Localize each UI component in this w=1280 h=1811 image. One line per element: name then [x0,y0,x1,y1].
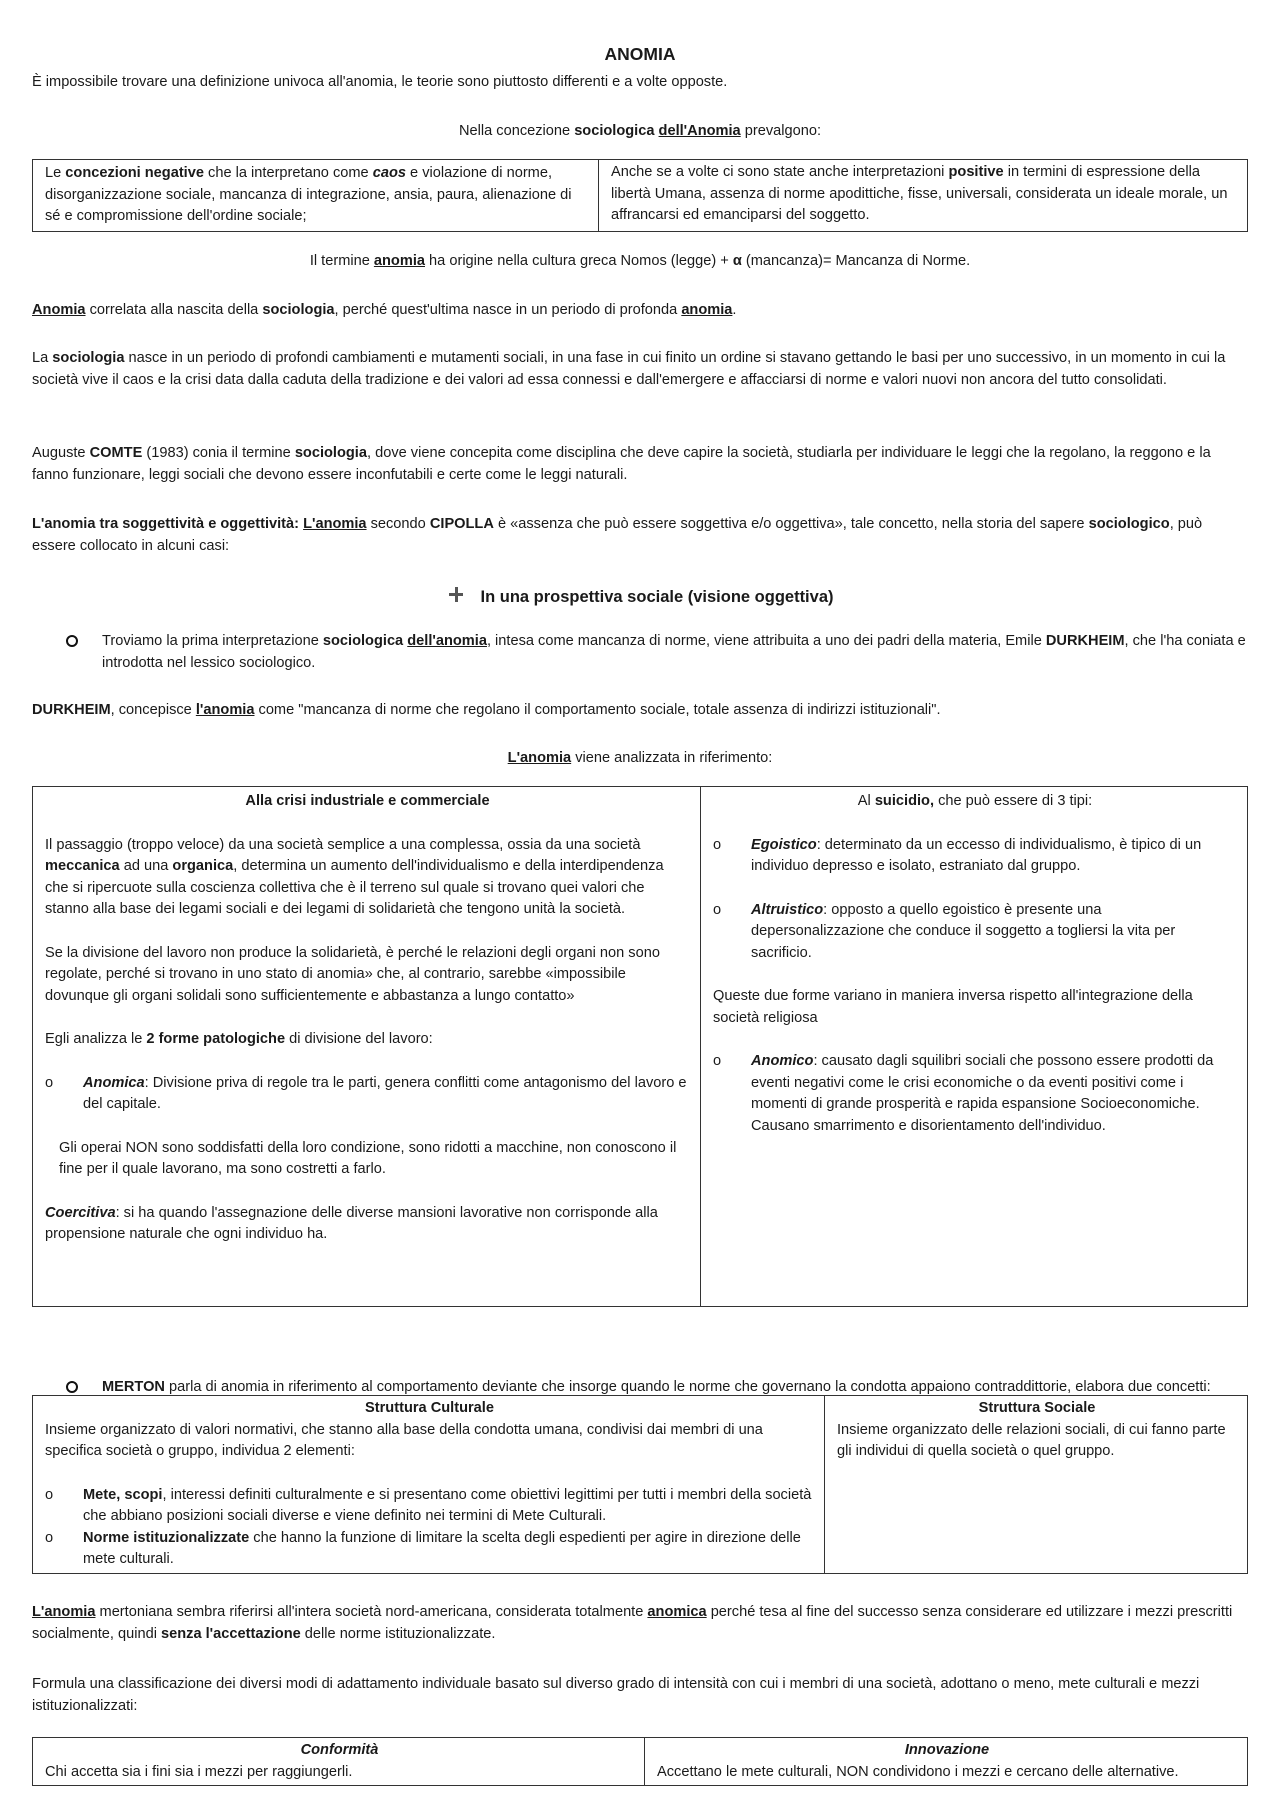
conformita-def: Chi accetta sia i fini sia i mezzi per raggiungerli. [45,1763,353,1780]
struttura-culturale-cell [33,1396,825,1574]
merton-table [32,1395,1248,1574]
circle-bullet-icon [66,1381,78,1393]
forme-inverse-paragraph: Queste due forme variano in maniera inversa rispetto all'integrazione della società religiosa [713,988,1193,1026]
sociologia-paragraph: La sociologia nasce in un periodo di profondi cambiamenti e mutamenti sociali, in una fase in cui finito un ordine si stavano gettando le basi per uno successivo, in un momento in cui la società vive il caos e la crisi data dalla caduta della tradizione e dei valori ad essa connessi e dall'emergere e affacciarsi di norme e valori nuovi non ancora del tutto consolidati. [32,350,1226,388]
cipolla-paragraph: L'anomia tra soggettività e oggettività: L'anomia secondo CIPOLLA è «assenza che può essere soggettiva e/o oggettiva», tale concetto, nella storia del sapere sociologico, può essere collocato in alcuni casi: [32,516,1203,554]
intro-paragraph: È impossibile trovare una definizione univoca all'anomia, le teorie sono piuttosto differenti e a volte opposte. [32,74,728,90]
divisione-paragraph: Se la divisione del lavoro non produce la solidarietà, è perché le relazioni degli organi non sono regolate, perché si trovano in uno stato di anomia» che, al contrario, sarebbe «impossibile dovunque gli organi solidali sono sufficientemente e abbastanza a lungo contatto» [45,944,660,1004]
adattamento-table [32,1737,1248,1786]
operai-paragraph: Gli operai NON sono soddisfatti della loro condizione, sono ridotti a macchine, non conoscono il fine per il quale lavorano, ma sono costretti a farlo. [59,1139,677,1177]
durkheim-bullet-item: Troviamo la prima interpretazione sociologica dell'anomia, intesa come mancanza di norme, viene attribuita a uno dei padri della materia, Emile DURKHEIM, che l'ha coniata e introdotta nel lessico sociologico. [64,631,1280,674]
concezione-line: Nella concezione sociologica dell'Anomia prevalgono: [458,123,822,139]
durkheim-paragraph: DURKHEIM, concepisce l'anomia come "mancanza di norme che regolano il comportamento sociale, totale assenza di indirizzi istituzionali". [32,702,941,718]
struttura-culturale-heading: Struttura Culturale [365,1400,494,1416]
circle-bullet-icon [66,635,78,647]
correlata-line: Anomia correlata alla nascita della sociologia, perché quest'ultima nasce in un periodo di profonda anomia. [32,302,737,318]
norme-item: o Norme istituzionalizzate che hanno la funzione di limitare la scelta degli espedienti per agire in direzione delle mete culturali. [45,1529,801,1567]
anomico-item: o Anomico: causato dagli squilibri sociali che possono essere prodotti da eventi negativi come le crisi economiche o da eventi positivi come i momenti di grande prosperità e rapida espansione Socioeconomiche. Causano smarrimento e disorientamento dell'individuo. [713,1053,1214,1134]
mertoniana-paragraph: L'anomia mertoniana sembra riferirsi all'intera società nord-americana, considerata totalmente anomica perché tesa al fine del successo senza considerare ed utilizzare i mezzi prescritti socialmente, quindi senza l'accettazione delle norme istituzionalizzate. [32,1604,1233,1642]
crisi-industriale-cell [33,787,701,1307]
mete-item: o Mete, scopi, interessi definiti culturalmente e si presentano come obiettivi legittimi per tutti i membri della società che abbiano posizioni sociali diverse e viene definito nei termini di Mete Culturali. [45,1486,812,1524]
struttura-culturale-def: Insieme organizzato di valori normativi, che stanno alla base della condotta umana, condivisi dai membri di una specifica società o gruppo, individua 2 elementi: [45,1421,763,1459]
conformita-cell [33,1738,645,1786]
merton-bullet-item: MERTON parla di anomia in riferimento al comportamento deviante che insorge quando le norme che governano la condotta appaiono contraddittorie, elabora due concetti: [64,1377,1280,1399]
innovazione-cell [645,1738,1248,1786]
analizzata-line: L'anomia viene analizzata in riferimento: [507,750,773,766]
coercitiva-paragraph: Coercitiva: si ha quando l'assegnazione delle diverse mansioni lavorative non corrisponde alla propensione naturale che ogni individuo ha. [45,1204,658,1242]
negative-concezioni-cell: Le concezioni negative che la interpretano come caos e violazione di norme, disorganizzazione sociale, mancanza di integrazione, ansia, paura, alienazione di sé e compromissione dell'ordine sociale; [33,160,599,232]
durkheim-table [32,786,1248,1307]
crisi-heading: Alla crisi industriale e commerciale [245,793,490,809]
suicidio-cell [701,787,1248,1307]
innovazione-def: Accettano le mete culturali, NON condividono i mezzi e cercano delle alternative. [657,1763,1179,1780]
concezioni-table [32,159,1248,232]
struttura-sociale-cell [825,1396,1248,1574]
conformita-heading: Conformità [300,1742,379,1758]
anomica-item: o Anomica: Divisione priva di regole tra le parti, genera conflitti come antagonismo del lavoro e del capitale. [45,1074,687,1112]
formula-paragraph: Formula una classificazione dei diversi modi di adattamento individuale basato sul diverso grado di intensità con cui i membri di una società, adottano o meno, mete culturali e mezzi istituzionalizzati: [32,1676,1200,1714]
comte-paragraph: Auguste COMTE (1983) conia il termine sociologia, dove viene concepita come disciplina che deve capire la società, studiarla per individuare le leggi che la regolano, la reggono e la fanno funzionare, leggi sociali che devono essere inconfutabili e certe come le leggi naturali. [32,445,1211,483]
origine-line: Il termine anomia ha origine nella cultura greca Nomos (legge) + α (mancanza)= Mancanza di Norme. [309,253,971,269]
forme-patologiche-line: Egli analizza le 2 forme patologiche di divisione del lavoro: [45,1031,433,1047]
document-title: ANOMIA [604,44,676,64]
struttura-sociale-heading: Struttura Sociale [978,1400,1096,1416]
passaggio-paragraph: Il passaggio (troppo veloce) da una società semplice a una complessa, ossia da una società meccanica ad una organica, determina un aumento dell'individualismo e della interdipendenza che si ripercuote sulla coscienza collettiva che è il terreno sul quale si trovano quei valori che stanno alla base dei legami sociali e dei legami di solidarietà che tengono unità la società. [45,836,664,917]
prospettiva-heading: In una prospettiva sociale (visione oggettiva) [32,586,1248,609]
innovazione-heading: Innovazione [904,1742,990,1758]
suicidio-heading: Al suicidio, che può essere di 3 tipi: [857,793,1093,809]
egoistico-item: o Egoistico: determinato da un eccesso di individualismo, è tipico di un individuo depresso e isolato, estraniato dal gruppo. [713,836,1202,874]
altruistico-item: o Altruistico: opposto a quello egoistico è presente una depersonalizzazione che conduce il soggetto a togliersi la vita per sacrificio. [713,901,1176,961]
struttura-sociale-def: Insieme organizzato delle relazioni sociali, di cui fanno parte gli individui di quella società o quel gruppo. [837,1421,1226,1459]
pin-icon [447,586,465,604]
positive-concezioni-cell: Anche se a volte ci sono state anche interpretazioni positive in termini di espressione della libertà Umana, assenza di norme apodittiche, fisse, universali, considerata un ideale morale, un affrancarsi ed emanciparsi del soggetto. [599,160,1248,232]
